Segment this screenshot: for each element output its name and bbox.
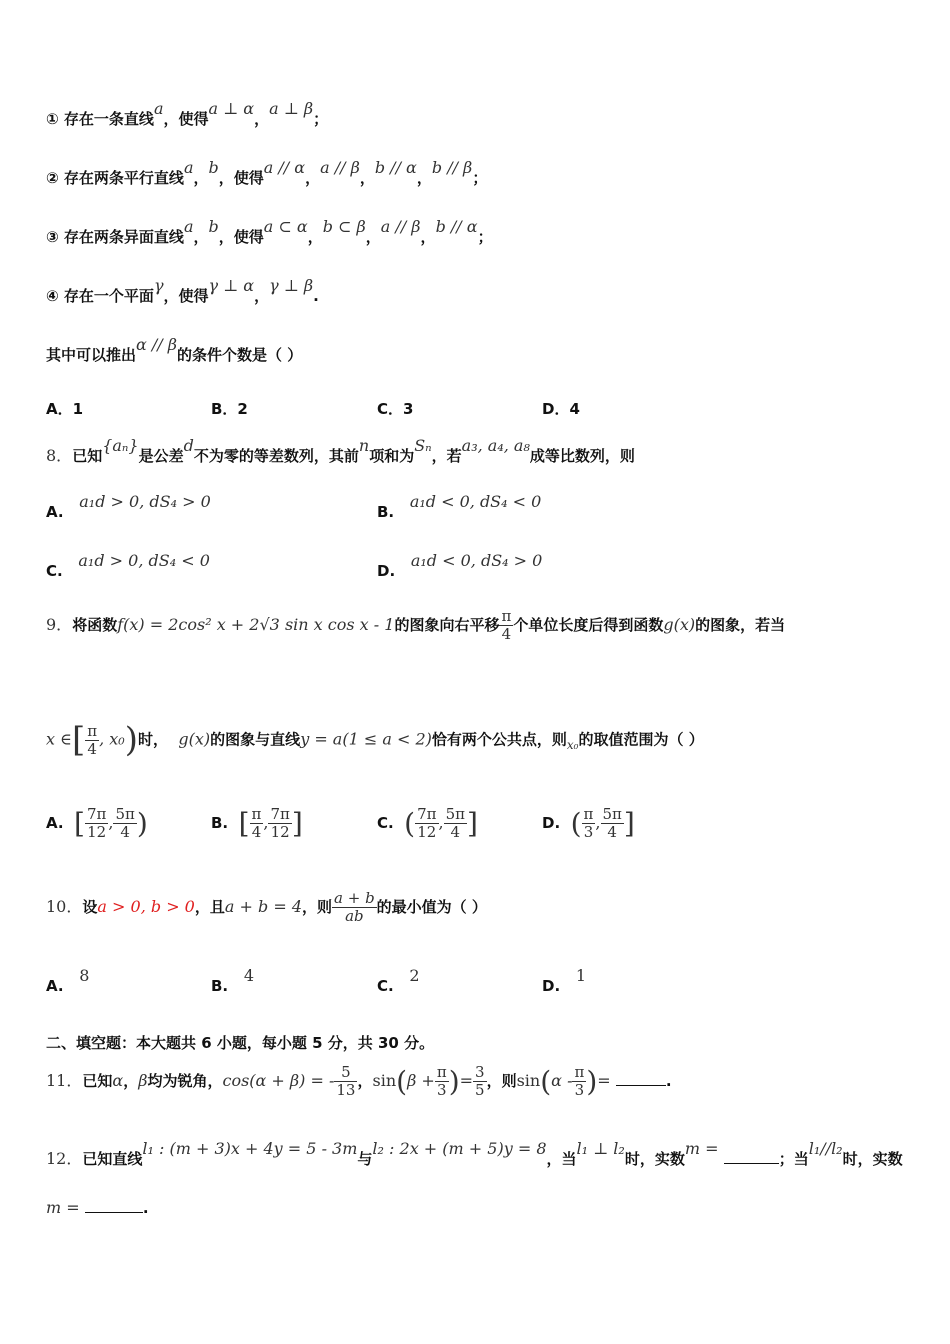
text: ④ 存在一个平面 [46,287,154,305]
math: {aₙ} [102,436,139,455]
option-value: 1 [575,966,587,985]
q7-condition-4 [46,276,319,306]
bracket: ] [623,807,635,840]
math: d [183,436,194,455]
math: b ⊂ β [322,217,366,236]
frac-num: 5π [602,805,622,823]
text: ， [193,228,209,246]
text: ，使得 [163,287,209,305]
option-value: 4 [243,966,254,985]
frac-den: 4 [251,823,262,841]
text: 设 [82,898,98,916]
q8-option-b[interactable] [377,492,542,521]
bracket: ( [570,807,582,840]
frac-den: ab [345,907,364,925]
math: a // α [263,158,306,177]
text: 已知 [82,1072,113,1090]
q9-stem [46,608,785,643]
text: ； [472,169,488,187]
option-value: 2 [409,966,420,985]
math: sin [372,1071,397,1090]
text: 已知直线 [82,1150,143,1168]
math: y = a(1 ≤ a < 2) [300,729,432,749]
text: ，若 [431,447,462,465]
text: 的图象，若当 [695,616,786,634]
text: 其中可以推出 [46,346,137,364]
frac-den: 3 [583,823,594,841]
q9-condition: x ∈[ $\frac{\pi}{4}$ , x₀)时， g(x)的图象与直线y = a(1 ≤ a < 2)恰有两个公共点，则$_{x_0}$的取值范围为（ ） [46,720,704,760]
math: m = [684,1139,719,1158]
answer-blank[interactable] [724,1163,779,1164]
frac-num: π [501,607,512,625]
frac-num: 3 [475,1063,485,1081]
fraction [572,1064,586,1099]
q10-option-a[interactable] [46,966,90,995]
math: a [183,217,194,236]
text: ，且 [194,898,225,916]
math: l₁//l₂ [808,1139,843,1158]
text: 是公差 [138,447,184,465]
math: f(x) = 2cos² x + 2√3 sin x cos x - 1 [117,615,395,634]
option-label: D. [377,562,396,580]
math: g(x) [178,729,211,749]
text: ， [254,287,270,305]
answer-blank[interactable] [85,1212,143,1213]
fraction [435,1064,449,1099]
question-number: 9． [46,615,73,634]
text: ， [416,169,432,187]
math: x₀ [566,737,579,752]
q7-option-d[interactable]: D．4 [542,400,580,418]
frac-num: 5 [334,1064,357,1082]
answer-blank[interactable] [616,1085,666,1086]
q8-stem [46,436,635,466]
bracket: ] [467,807,478,840]
math: = [597,1071,611,1090]
math: α [112,1071,124,1090]
text: ； [477,228,493,246]
math: a ⊥ β [269,99,314,118]
frac-num: 5π [115,805,135,823]
math: γ ⊥ β [269,276,314,295]
math: Sₙ [414,436,432,455]
text: ， [420,228,436,246]
math: = [459,1071,474,1090]
fraction [415,806,438,841]
math: b // α [374,158,417,177]
q10-option-b[interactable] [211,966,254,995]
math: sin [516,1071,541,1090]
text: 的最小值为（ ） [376,898,487,916]
math: x ∈ [46,729,72,749]
math: b [208,158,219,177]
q9-option-c[interactable]: C. ( $\frac{7\pi}{12}$ , $\frac{5\pi}{4}$ ] [377,805,478,841]
fraction [582,806,596,841]
section-heading [46,1032,434,1053]
text: 已知 [72,447,103,465]
math: a // β [320,158,360,177]
option-label: D. [542,977,561,995]
text: 不为零的等差数列，其前 [193,447,359,465]
text: ， [193,169,209,187]
text: 与 [357,1150,373,1168]
fraction [85,806,108,841]
fraction [113,806,136,841]
frac-num: 7π [270,805,290,823]
option-label: C. [377,977,394,995]
option-label: C. [377,814,394,832]
frac-den: 12 [270,823,290,841]
text: ② 存在两条平行直线 [46,169,184,187]
math: β [138,1071,148,1090]
question-number: 10． [46,897,83,916]
bracket: ) [136,807,148,840]
text: 项和为 [369,447,415,465]
math: a // β [380,217,421,236]
frac-den: 12 [87,823,107,841]
option-expr: a₁d > 0, dS₄ < 0 [78,551,210,570]
q9-option-b[interactable]: B. [ $\frac{\pi}{4}$ , $\frac{7\pi}{12}$ ] [211,805,303,841]
frac-num: 7π [86,805,107,823]
fraction [250,806,264,841]
text: ；当 [778,1150,809,1168]
text: ， [357,1072,373,1090]
math: a₃, a₄, a₈ [461,436,530,455]
math: l₁ ⊥ l₂ [576,1139,625,1158]
q7-condition-3 [46,217,493,247]
text: 的图象向右平移 [394,616,500,634]
frac-den: 4 [87,739,97,758]
math: a ⊂ α [263,217,308,236]
text: 时，实数 [624,1150,685,1168]
fraction [444,806,467,841]
frac-num: a + b [334,889,375,907]
text: ，使得 [218,228,264,246]
text: 恰有两个公共点，则 [431,730,567,749]
frac-den: 3 [436,1081,447,1099]
frac-den: 5 [475,1081,485,1099]
math-condition: a > 0, b > 0 [97,897,195,916]
q12-stem-continued [46,1198,149,1217]
text: ，当 [546,1150,577,1168]
q8-option-d[interactable] [377,551,543,580]
math: γ ⊥ α [208,276,255,295]
bracket: ( [404,807,416,840]
fraction [473,1064,487,1099]
frac-den: 4 [120,823,130,841]
fraction [499,608,513,643]
math: l₂ : 2x + (m + 5)y = 8 [372,1139,547,1158]
text: . [665,1072,672,1090]
q9-option-a[interactable]: A. [ $\frac{7\pi}{12}$ , $\frac{5\pi}{4}$ ) [46,805,148,841]
q7-condition-2 [46,158,488,188]
text: ， [123,1072,139,1090]
math: a + b = 4 [224,897,302,916]
option-label: D. [542,814,561,832]
question-number: 11． [46,1071,83,1090]
option-label: A. [46,814,64,832]
frac-num: π [251,805,262,823]
text: ③ 存在两条异面直线 [46,228,184,246]
math: m = [46,1198,80,1217]
fraction [601,806,624,841]
section-title: 二、填空题：本大题共 6 小题，每小题 5 分，共 30 分。 [46,1034,435,1052]
frac-num: π [583,805,594,823]
frac-num: π [87,721,98,740]
text: ， [307,228,323,246]
text: . [313,287,319,305]
option-expr: a₁d < 0, dS₄ < 0 [409,492,542,511]
math: a ⊥ α [208,99,255,118]
frac-den: 12 [417,823,437,841]
q8-option-a[interactable] [46,492,211,521]
math: β + [407,1071,435,1090]
q10-stem [46,890,487,925]
option-label: A. [46,977,64,995]
option-expr: a₁d < 0, dS₄ > 0 [410,551,543,570]
q7-stem [46,335,303,365]
fraction [268,806,291,841]
option-label: B. [211,977,229,995]
fraction [85,723,99,758]
q7-option-b[interactable]: B．2 [211,400,248,418]
text: 的取值范围为（ ） [578,730,704,749]
frac-num: π [436,1063,447,1081]
text: 将函数 [72,616,118,634]
math: α // β [136,335,178,354]
math: α - [551,1071,573,1090]
bracket: [ [238,807,250,840]
option-expr: a₁d > 0, dS₄ > 0 [79,492,211,511]
option-value: 8 [79,966,90,985]
text: ； [313,110,329,128]
text: . [142,1199,149,1217]
text: 的条件个数是（ ） [177,346,303,364]
frac-num: 5π [445,805,466,823]
math: n [358,436,370,455]
bracket: ] [291,807,303,840]
math: g(x) [663,615,696,634]
q10-option-d[interactable] [542,966,587,995]
option-label: A. [46,503,64,521]
text: 成等比数列，则 [529,447,635,465]
q7-option-a[interactable]: A．1 [46,400,84,418]
text: ， [254,110,270,128]
text: 的图象与直线 [210,730,301,749]
math: b // α [435,217,478,236]
text: ，则 [302,898,333,916]
text: ① 存在一条直线 [46,110,154,128]
option-label: C. [46,562,63,580]
math: b // β [431,158,473,177]
frac-den: 4 [607,823,617,841]
frac-num: 7π [417,805,437,823]
text: ，使得 [218,169,264,187]
q8-option-c[interactable] [46,551,210,580]
option-label: B. [211,814,229,832]
q12-stem [46,1139,903,1169]
text: ，使得 [163,110,209,128]
q11-stem: 11．已知α，β均为锐角，cos(α + β) = - $\frac{5}{13}$ ，sin(β + $\frac{\pi}{3}$ )= $\frac{3}{5}$ ，则sin(α - $\frac{\pi}{3}$ )= . [46,1063,672,1099]
math: b [208,217,219,236]
text: ，则 [486,1072,517,1090]
q7-condition-1 [46,99,329,129]
math: a [153,99,164,118]
math: cos(α + β) = - [222,1071,335,1090]
bracket: [ [74,807,85,840]
q10-option-c[interactable] [377,966,420,995]
frac-den: 13 [336,1081,356,1099]
frac-den: 4 [501,625,512,643]
q9-option-d[interactable]: D. ( $\frac{\pi}{3}$ , $\frac{5\pi}{4}$ ] [542,805,635,841]
text: 时， [137,730,168,749]
fraction [334,1064,357,1099]
math: γ [153,276,164,295]
fraction [332,890,377,925]
text: 时，实数 [842,1150,903,1168]
text: ， [305,169,321,187]
frac-den: 3 [574,1081,585,1099]
text: ， [359,169,375,187]
frac-den: 4 [450,823,461,841]
text: 个单位长度后得到函数 [513,616,664,634]
option-label: B. [377,503,395,521]
text: 均为锐角， [147,1072,223,1090]
math: l₁ : (m + 3)x + 4y = 5 - 3m [142,1139,358,1158]
question-number: 12． [46,1149,83,1168]
q7-option-c[interactable]: C．3 [377,400,414,418]
question-number: 8． [46,446,73,465]
text: ， [365,228,381,246]
math: , x₀ [99,729,125,749]
frac-num: π [574,1063,585,1081]
math: a [183,158,194,177]
